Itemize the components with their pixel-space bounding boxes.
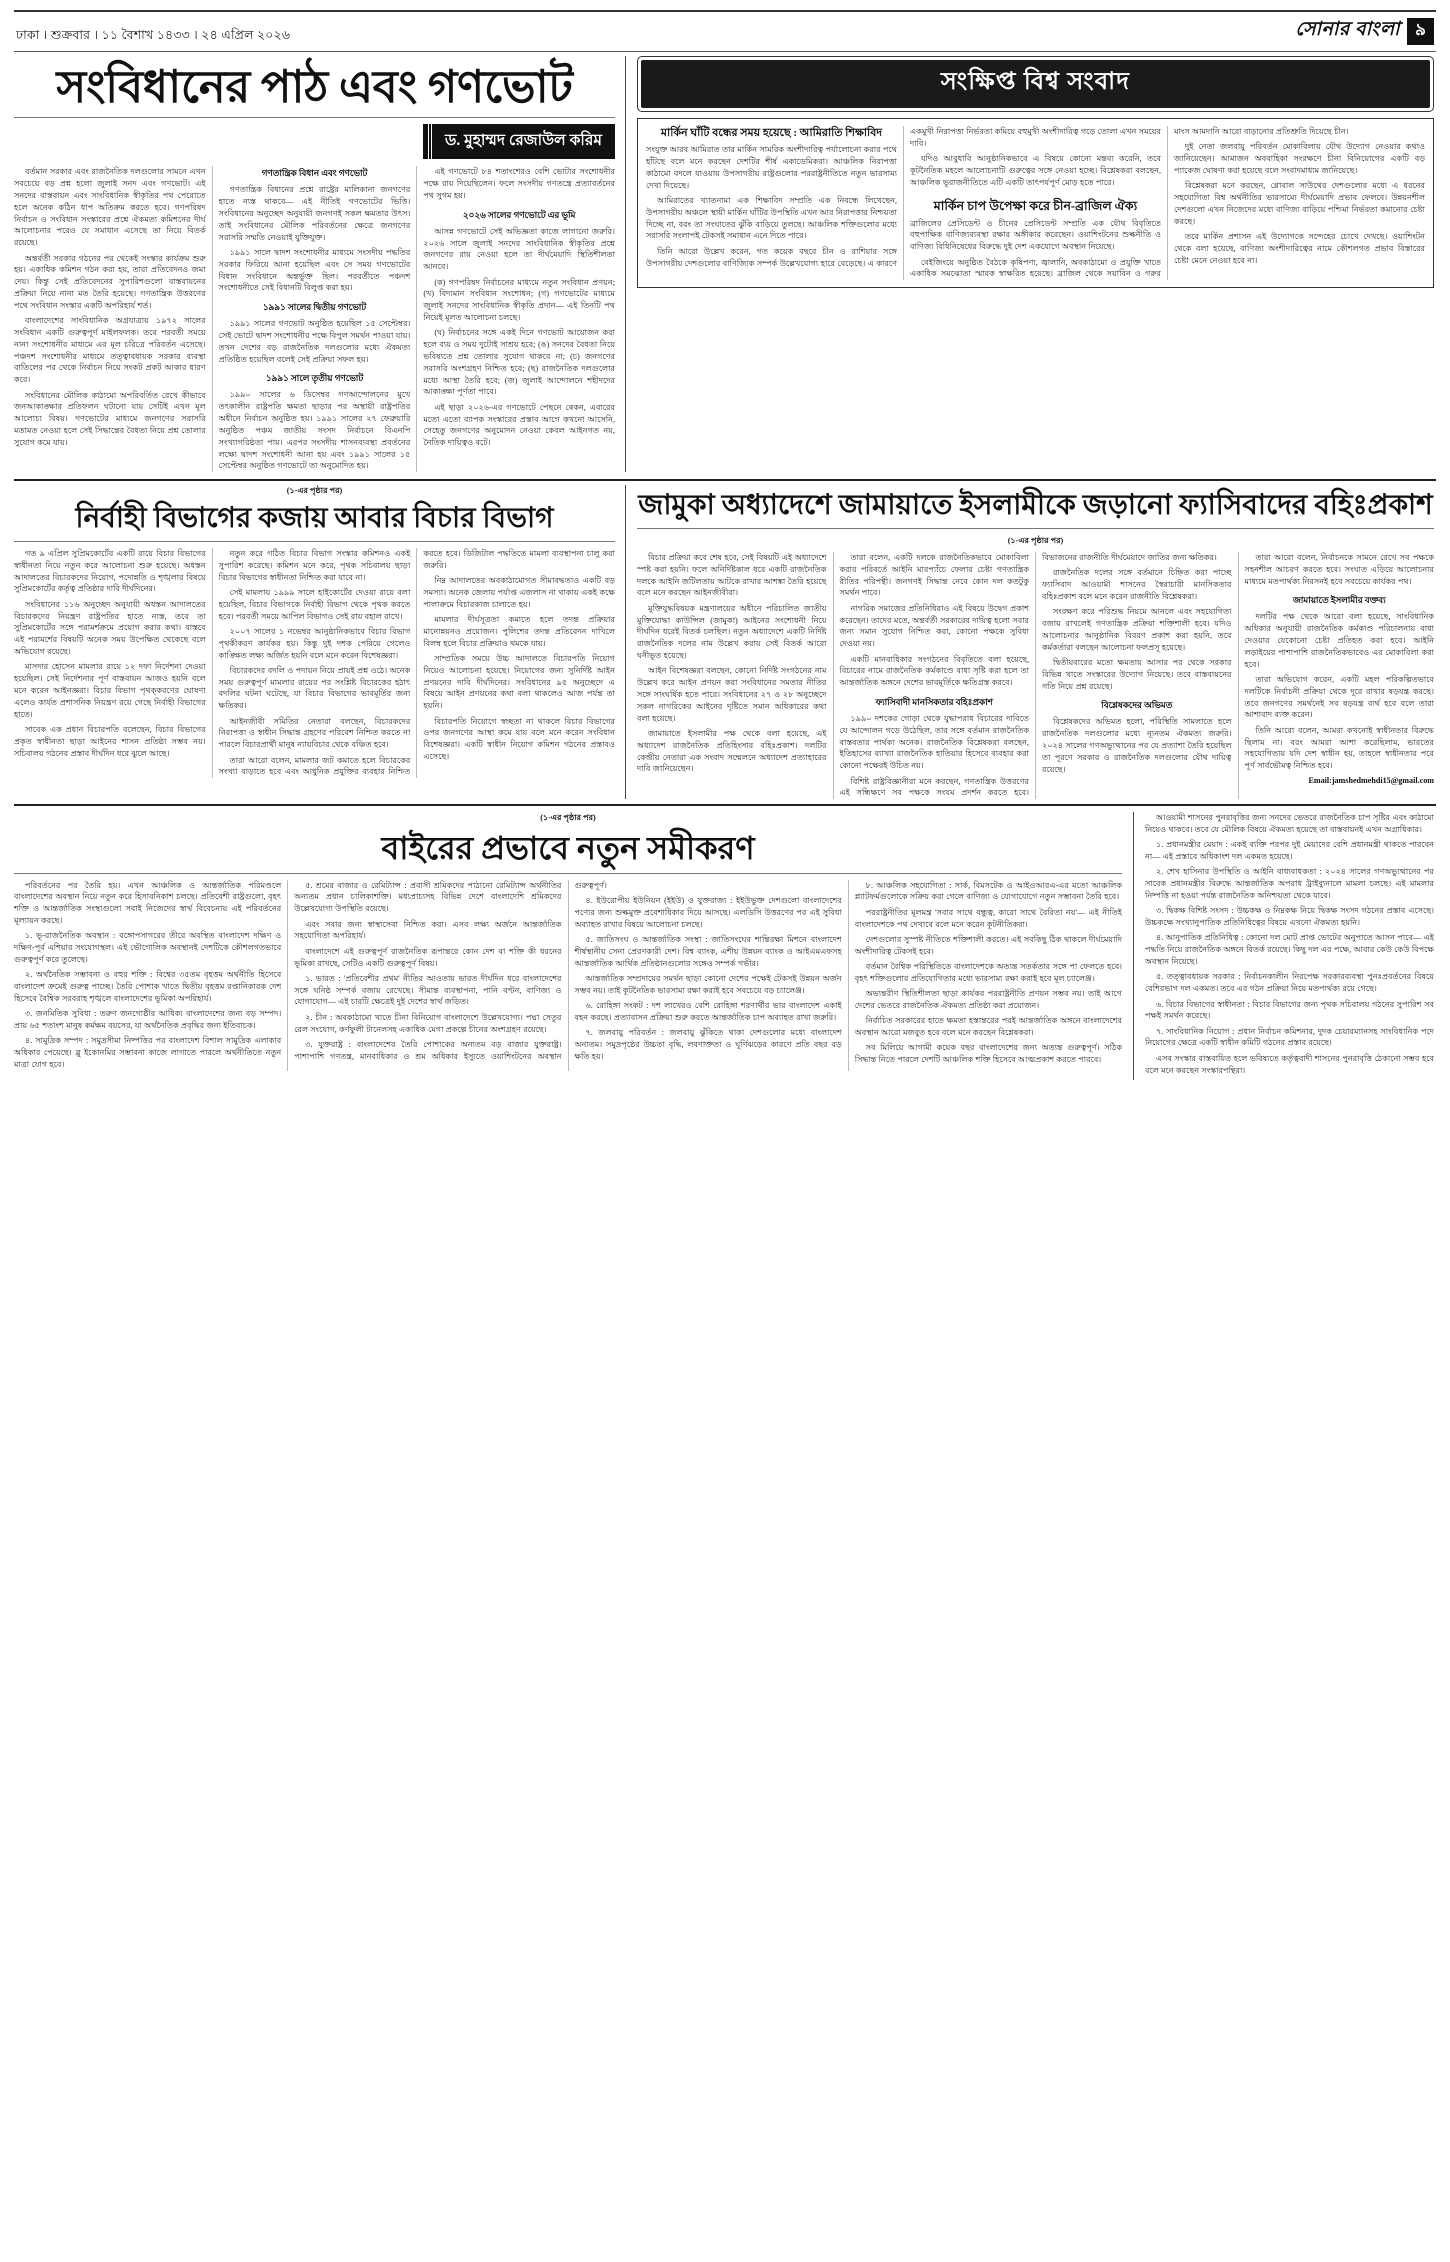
paragraph: তারা অভিযোগ করেন, একটি মহল পরিকল্পিতভাবে দলটিকে নির্বাচনী প্রক্রিয়া থেকে দূরে রাখার ষড়যন্ত্র করছে। তবে জনগণের সমর্থনেই সব ষড়যন্ত্র ব্যর্থ হবে বলে তারা আশাবাদ ব্যক্ত করেন। bbox=[1244, 675, 1434, 720]
paragraph: এই ছাড়া ২০২৬-এর গণভোটে পেছনে ৰেকন, এবারের মতো এতো ব্যাপক সংস্কারের প্রস্তাব আগে কখনো আসেনি, সেহেতু জনগণের অনুমোদন নেওয়া কেবল আইনগত নয়, নৈতিক দায়িত্বও বটে। bbox=[423, 402, 615, 448]
divider bbox=[14, 117, 615, 118]
paragraph: যদিও আবুধাবি আনুষ্ঠানিকভাবে এ বিষয়ে কোনো মন্তব্য করেনি, তবে কূটনৈতিক মহলে আলোচনাটি গুরুত্বের সঙ্গে নেওয়া হচ্ছে। বিশ্লেষকরা বলছেন, আঞ্চলিক ভূরাজনীতিতে এটি একটি তাৎপর্যপূর্ণ মোড় হতে পারে। bbox=[910, 154, 1161, 187]
divider bbox=[14, 479, 1436, 481]
paragraph: অভ্যন্তরীণ স্থিতিশীলতা ছাড়া কার্যকর পররাষ্ট্রনীতি প্রণয়ন সম্ভব নয়। তাই আগে দেশের ভেতরে রাজনৈতিক ঐকমত্য প্রতিষ্ঠা করা প্রয়োজন। bbox=[854, 989, 1122, 1010]
paragraph: বর্তমান সরকার এবং রাজনৈতিক দলগুলোর সামনে এখন সবচেয়ে বড় প্রশ্ন হলো জুলাই সনদ এবং গণভোট। এই সনদের বাস্তবায়ন এবং সাংবিধানিক স্বীকৃতির পথ পেরোতে হলে অনেক কঠিন ধাপ অতিক্রম করতে হবে। গণপরিষদ নির্বাচন ও সংবিধান সংস্কারের প্রশ্নে ঐকমত্য কমিশনের দীর্ঘ আলোচনার পরেও যে সমাধান এসেছে তা নিয়ে বিতর্ক রয়েছে। bbox=[14, 167, 206, 248]
paragraph: বিশিষ্ট রাষ্ট্রবিজ্ঞানীরা মনে করছেন, গণতান্ত্রিক উত্তরণের এই সন্ধিক্ষণে সব পক্ষকে সংযম প্রদর্শন করতে হবে। বিভাজনের রাজনীতি দীর্ঘমেয়াদে জাতির জন্য ক্ষতিকর। bbox=[839, 553, 1217, 798]
paragraph: ৭. সাংবিধানিক নিয়োগ : প্রধান নির্বাচন কমিশনার, দুদক চেয়ারম্যানসহ সাংবিধানিক পদে নিয়োগের ক্ষেত্রে একটি স্বাধীন কমিটি গঠনের প্রস্তাব রয়েছে। bbox=[1145, 1026, 1434, 1048]
section-subhead: গণতান্ত্রিক বিধান এবং গণভোট bbox=[261, 168, 368, 179]
paragraph: ১৯৯১ সালের গণভোট অনুষ্ঠিত হয়েছিল ১৫ সেপ্টেম্বর। সেই ভোটে দ্বাদশ সংশোধনীর পক্ষে বিপুল সমর্থন পাওয়া যায়। তখন দেশের বড় রাজনৈতিক দলগুলোর মধ্যে ঐকমত্য প্রতিষ্ঠিত হয়েছিল বলেই সেই প্রক্রিয়া সফল হয়। bbox=[218, 319, 411, 364]
world-news-section bbox=[626, 56, 1434, 472]
paragraph: ১. ভারত : 'প্রতিবেশীর প্রথম' নীতির আওতায় ভারত দীর্ঘদিন ধরে বাংলাদেশের সঙ্গে ঘনিষ্ঠ সম্পর্ক বজায় রেখেছে। সীমান্ত ব্যবস্থাপনা, পানি বণ্টন, বাণিজ্য ও যোগাযোগ— এই চারটি ক্ষেত্রেই দুই দেশের স্বার্থ জড়িত। bbox=[294, 973, 562, 1007]
paragraph: সংবিধানের মৌলিক কাঠামো অপরিবর্তিত রেখে কীভাবে জনআকাঙ্ক্ষার প্রতিফলন ঘটানো যায় সেটিই এখন মূল আলোচ্য বিষয়। গণভোটের মাধ্যমে জনগণের সরাসরি মতামত নেওয়া হলে সেই সিদ্ধান্তের বৈধতা নিয়ে প্রশ্ন তোলার সুযোগ কমে যায়। bbox=[14, 390, 206, 447]
paragraph: ২. শেখ হাসিনার উপস্থিতি ও আইনি বাধ্যবাধকতা : ২০২৪ সালের গণঅভ্যুত্থানের পর সাবেক প্রধানমন্ত্রীর বিরুদ্ধে আন্তর্জাতিক অপরাধ ট্রাইব্যুনালে মামলা চলছে। এই মামলার নিষ্পত্তি না হওয়া পর্যন্ত রাজনৈতিক অনিশ্চয়তা থেকে যাবে। bbox=[1145, 867, 1434, 901]
section-subhead: ফ্যাসিবাদী মানসিকতার বহিঃপ্রকাশ bbox=[875, 696, 993, 707]
article-bichar bbox=[14, 485, 626, 799]
paragraph: বিচারপতি নিয়োগে স্বচ্ছতা না থাকলে বিচার বিভাগের ওপর জনগণের আস্থা কমে যায় বলে মনে করেন সংবিধান বিশেষজ্ঞরা। একটি স্বাধীন নিয়োগ কমিশন গঠনের প্রস্তাবও এসেছে। bbox=[423, 716, 615, 762]
paragraph: বিশ্লেষকদের অভিমত হলো, পরিস্থিতি সামলাতে হলে রাজনৈতিক দলগুলোর মধ্যে ন্যূনতম ঐকমত্য জরুরি। ২০২৪ সালের গণঅভ্যুত্থানের পর যে প্রত্যাশা তৈরি হয়েছিল তা পূরণে সরকার ও রাজনৈতিক দলগুলোর যৌথ দায়িত্ব রয়েছে। bbox=[1042, 717, 1232, 774]
paragraph: সব মিলিয়ে আগামী কয়েক বছর বাংলাদেশের জন্য অত্যন্ত গুরুত্বপূর্ণ। সঠিক সিদ্ধান্ত নিতে পারলে দেশটি আঞ্চলিক শক্তি হিসেবে আত্মপ্রকাশ করতে পারবে। bbox=[854, 1043, 1122, 1065]
paragraph: ব্রাজিলের প্রেসিডেন্ট ও চীনের প্রেসিডেন্ট সম্প্রতি এক যৌথ বিবৃতিতে বহুপাক্ষিক বাণিজ্যব্যবস্থা রক্ষার অঙ্গীকার করেছেন। ওয়াশিংটনের শুল্কনীতি ও বাণিজ্য বিধিনিষেধের বিরুদ্ধে দুই দেশ একযোগে অবস্থান নিয়েছে। bbox=[910, 218, 1161, 252]
article-jamuka-columns bbox=[637, 552, 1434, 799]
paragraph: ৫. জাতিসংঘ ও আন্তর্জাতিক সংস্থা : জাতিসংঘের শান্তিরক্ষা মিশনে বাংলাদেশ শীর্ষস্থানীয় সেনা প্রেরণকারী দেশ। বিশ্ব ব্যাংক, এশীয় উন্নয়ন ব্যাংক ও আইএমএফসহ আন্তর্জাতিক আর্থিক প্রতিষ্ঠানগুলোর সঙ্গেও সম্পর্ক গভীর। bbox=[574, 934, 842, 968]
paragraph: ৮. আঞ্চলিক সহযোগিতা : সার্ক, বিমসটেক ও আইওআরএ-এর মতো আঞ্চলিক প্ল্যাটফর্মগুলোকে সক্রিয় করা গেলে বাণিজ্য ও যোগাযোগে নতুন সম্ভাবনা তৈরি হবে। bbox=[854, 880, 1122, 902]
masthead bbox=[14, 10, 1436, 52]
paragraph: তারা আরো বলেন, মামলার জট কমাতে হলে বিচারকের সংখ্যা বাড়াতে হবে এবং আধুনিক প্রযুক্তির ব্যবহার নিশ্চিত করতে হবে। ডিজিটাল পদ্ধতিতে মামলা ব্যবস্থাপনা চালু করা জরুরি। bbox=[218, 549, 615, 777]
bottom-band bbox=[14, 804, 1436, 1080]
paragraph: ২০০৭ সালের ১ নভেম্বর আনুষ্ঠানিকভাবে বিচার বিভাগ পৃথকীকরণ কার্যকর হয়। কিন্তু দুই দশক পেরিয়ে গেলেও কাঙ্ক্ষিত লক্ষ্য অর্জিত হয়নি বলে মনে করেন বিশেষজ্ঞরা। bbox=[218, 626, 411, 660]
paragraph: বেইজিংয়ে অনুষ্ঠিত বৈঠকে কৃষিপণ্য, জ্বালানি, অবকাঠামো ও প্রযুক্তি খাতে একাধিক সমঝোতা স্মারক স্বাক্ষরিত হয়েছে। ব্রাজিল থেকে সয়াবিন ও গরুর মাংস আমদানি আরো বাড়ানোর প্রতিশ্রুতি দিয়েছে চীন। bbox=[910, 127, 1349, 279]
paragraph: বাংলাদেশের সাংবিধানিক অগ্রযাত্রায় ১৯৭২ সালের সংবিধান একটি গুরুত্বপূর্ণ মাইলফলক। তবে পরবর্তী সময়ে নানা সংশোধনীর মাধ্যমে এর মূল চরিত্রে পরিবর্তন এসেছে। পঞ্চদশ সংশোধনীর মাধ্যমে তত্ত্বাবধায়ক সরকার ব্যবস্থা বাতিলের পর থেকে নির্বাচন নিয়ে সংকট প্রকট আকার ধারণ করে। bbox=[14, 316, 206, 385]
paragraph: ৫. তত্ত্বাবধায়ক সরকার : নির্বাচনকালীন নিরপেক্ষ সরকারব্যবস্থা পুনঃপ্রবর্তনের বিষয়ে বেশিরভাগ দল একমত। তবে এর গঠন প্রক্রিয়া নিয়ে মতপার্থক্য রয়ে গেছে। bbox=[1145, 972, 1434, 994]
lead-headline: সংবিধানের পাঠ এবং গণভোট bbox=[56, 62, 573, 112]
divider bbox=[637, 528, 1434, 529]
paragraph: ১. প্রধানমন্ত্রীর মেয়াদ : একই ব্যক্তি পরপর দুই মেয়াদের বেশি প্রধানমন্ত্রী থাকতে পারবেন না— এই প্রস্তাবে অধিকাংশ দল একমত হয়েছে। bbox=[1145, 840, 1434, 862]
paragraph: ১৯৯১ সালে দ্বাদশ সংশোধনীর মাধ্যমে সংসদীয় পদ্ধতির সরকার ফিরিয়ে আনা হয়েছিল এবং সে সময় গণভোটের বিধান সংবিধানে অন্তর্ভুক্ত ছিল। পরবর্তীতে পঞ্চদশ সংশোধনীতে সেই বিধানটি বিলুপ্ত করা হয়। bbox=[218, 247, 411, 293]
paragraph: গণতান্ত্রিক বিধানের প্রশ্নে রাষ্ট্রের মালিকানা জনগণের হাতে ন্যস্ত থাকবে— এই নীতিই গণভোটের ভিত্তি। সংবিধানের অনুচ্ছেদ অনুযায়ী জনগণই সকল ক্ষমতার উৎস। তাই সংবিধানের মৌলিক পরিবর্তনের ক্ষেত্রে জনগণের সরাসরি সম্মতি নেওয়াই যুক্তিযুক্ত। bbox=[218, 185, 411, 242]
paragraph: ৬. রোহিঙ্গা সংকট : দশ লাখেরও বেশি রোহিঙ্গা শরণার্থীর ভার বাংলাদেশ একাই বহন করছে। প্রত্যাবাসন প্রক্রিয়া শুরু করতে আন্তর্জাতিক চাপ অব্যাহত রাখা জরুরি। bbox=[574, 1000, 842, 1022]
section-subhead: জামায়াতে ইসলামীর বক্তব্য bbox=[1292, 595, 1386, 606]
dateline: ঢাকা । শুক্রবার । ১১ বৈশাখ ১৪৩৩ । ২৪ এপ্রিল ২০২৬ bbox=[16, 28, 291, 42]
section-subhead: ১৯৯১ সালে তৃতীয় গণভোট bbox=[265, 373, 364, 384]
paragraph: সংযুক্ত আরব আমিরাত তার মার্কিন সামরিক অংশীদারিত্ব পর্যালোচনা করার পথে হাঁটছে বলে মনে করছেন দেশটির শীর্ষ একাডেমিকরা। আঞ্চলিক নিরাপত্তা কাঠামো বদলে যাওয়ায় উপসাগরীয় রাষ্ট্রগুলোর পররাষ্ট্রনীতিতে নতুন ভারসাম্য দেখা দিয়েছে। bbox=[646, 145, 897, 190]
paragraph: ৪. আনুপাতিক প্রতিনিধিত্ব : কোনো দল মোট প্রাপ্ত ভোটের অনুপাতে আসন পাবে— এই পদ্ধতি নিয়ে রাজনৈতিক অঙ্গনে বিতর্ক রয়েছে। কিছু দল এর পক্ষে, আবার কেউ কেউ বিপক্ষে অবস্থান নিয়েছে। bbox=[1145, 933, 1434, 967]
paragraph: (ঘ) নির্বাচনের সঙ্গে একই দিনে গণভোট আয়োজন করা হলে ব্যয় ও সময় দুটোই সাশ্রয় হবে; (ঙ) সনদের বৈধতা নিয়ে ভবিষ্যতে প্রশ্ন তোলার সুযোগ থাকবে না; (চ) জনগণের সরাসরি অংশগ্রহণ নিশ্চিত হবে; (ছ) রাজনৈতিক দলগুলোর মধ্যে আস্থা তৈরি হবে; (জ) জুলাই আন্দোলনে শহীদদের আকাঙ্ক্ষা পূর্ণতা পাবে। bbox=[423, 328, 615, 397]
article-bichar-headline: নির্বাহী বিভাগের কজায় আবার বিচার বিভাগ bbox=[75, 503, 554, 535]
article-bichar-columns bbox=[14, 548, 615, 778]
paragraph: আইন বিশেষজ্ঞরা বলছেন, কোনো নির্দিষ্ট সংগঠনের নাম উল্লেখ করে আইন প্রণয়ন করা সংবিধানের সমতার নীতির সঙ্গে সাংঘর্ষিক হতে পারে। সংবিধানের ২৭ ও ২৮ অনুচ্ছেদে সকল নাগরিকের আইনের দৃষ্টিতে সমান অধিকারের কথা বলা হয়েছে। bbox=[637, 666, 827, 723]
paragraph: ১৯৯০ সালের ৬ ডিসেম্বর গণআন্দোলনের মুখে তৎকালীন রাষ্ট্রপতি ক্ষমতা ছাড়ার পর অস্থায়ী রাষ্ট্রপতির অধীনে নির্বাচন অনুষ্ঠিত হয়। ১৯৯১ সালের ২৭ ফেব্রুয়ারি অনুষ্ঠিত পঞ্চম জাতীয় সংসদ নির্বাচনে বিএনপি সংখ্যাগরিষ্ঠতা পায়। এরপর সংসদীয় শাসনব্যবস্থা প্রবর্তনের লক্ষ্যে দ্বাদশ সংশোধনী আনা হয় এবং ১৯৯১ সালের ১৫ সেপ্টেম্বর অনুষ্ঠিত গণভোটে তা অনুমোদিত হয়। bbox=[218, 390, 411, 471]
sidebar-right bbox=[1134, 812, 1434, 1080]
middle-band bbox=[14, 485, 1436, 799]
paragraph: ৪. ইউরোপীয় ইউনিয়ন (ইইউ) ও যুক্তরাজ্য : ইইউভুক্ত দেশগুলো বাংলাদেশের পণ্যের জন্য শুল্কমুক্ত প্রবেশাধিকার দিয়ে আসছে। এলডিসি উত্তরণের পর এই সুবিধা অব্যাহত রাখার বিষয়ে আলোচনা চলছে। bbox=[574, 895, 842, 929]
paragraph: বিচারকদের বদলি ও পদায়ন নিয়ে প্রায়ই প্রশ্ন ওঠে। অনেক সময় গুরুত্বপূর্ণ মামলার রায়ের পর সংশ্লিষ্ট বিচারকের হঠাৎ বদলির ঘটনা ঘটেছে, যা বিচার বিভাগের ভাবমূর্তির জন্য ক্ষতিকর। bbox=[218, 665, 411, 711]
paragraph: মুক্তিযুদ্ধবিষয়ক মন্ত্রণালয়ের অধীনে পরিচালিত জাতীয় মুক্তিযোদ্ধা কাউন্সিল (জামুকা) আইনের সংশোধনী নিয়ে দীর্ঘদিন ধরেই বিতর্ক চলছিল। নতুন অধ্যাদেশে একটি নির্দিষ্ট রাজনৈতিক দলের নাম উল্লেখ করায় সেই বিতর্ক আরো ঘনীভূত হয়েছে। bbox=[637, 603, 827, 661]
paragraph: সাবেক এক প্রধান বিচারপতি বলেছেন, বিচার বিভাগের প্রকৃত স্বাধীনতা ছাড়া আইনের শাসন প্রতিষ্ঠা সম্ভব নয়। সচিবালয় গঠনের প্রস্তাব দীর্ঘদিন ধরে ঝুলে আছে। bbox=[14, 724, 206, 758]
paragraph: সাম্প্রতিক সময়ে উচ্চ আদালতে বিচারপতি নিয়োগ নিয়েও আলোচনা হয়েছে। নিয়োগের জন্য সুনির্দিষ্ট আইন প্রণয়নের দাবি দীর্ঘদিনের। সংবিধানের ৯৫ অনুচ্ছেদে এ বিষয়ে আইন প্রণয়নের কথা বলা থাকলেও আজ পর্যন্ত তা হয়নি। bbox=[423, 654, 615, 711]
paragraph: ৩. যুক্তরাষ্ট্র : বাংলাদেশের তৈরি পোশাকের অন্যতম বড় বাজার যুক্তরাষ্ট্র। পাশাপাশি গণতন্ত্র, মানবাধিকার ও শ্রম অধিকার ইস্যুতে ওয়াশিংটনের অবস্থান গুরুত্বপূর্ণ। bbox=[294, 880, 607, 1061]
article-jamuka bbox=[626, 485, 1434, 799]
section-subhead: বিশ্লেষকদের অভিমত bbox=[1101, 700, 1173, 711]
paragraph: তিনি আরো উল্লেখ করেন, গত কয়েক বছরে চীন ও রাশিয়ার সঙ্গে উপসাগরীয় দেশগুলোর বাণিজ্যিক সম্পর্ক উল্লেখযোগ্য হারে বেড়েছে। এ কারণে একমুখী নিরাপত্তা নির্ভরতা কমিয়ে বহুমুখী অংশীদারিত্ব গড়ে তোলা এখন সময়ের দাবি। bbox=[646, 127, 1161, 268]
paragraph: সেই মামলায় ১৯৯৯ সালে হাইকোর্টের দেওয়া রায়ে বলা হয়েছিল, বিচার বিভাগকে নির্বাহী বিভাগ থেকে পৃথক করতে হবে। পরবর্তী সময়ে আপিল বিভাগও সেই রায় বহাল রাখে। bbox=[218, 587, 411, 621]
paragraph: বিচার প্রক্রিয়া কবে শেষ হবে, সেই বিষয়টি এই অধ্যাদেশে স্পষ্ট করা হয়নি। ফলে অনির্দিষ্টকাল ধরে একটি রাজনৈতিক দলকে আইনি জটিলতায় আটকে রাখার আশঙ্কা তৈরি হয়েছে বলে মনে করছেন আইনজীবীরা। bbox=[637, 553, 827, 598]
world-news-box bbox=[637, 118, 1434, 288]
paragraph: ২. অর্থনৈতিক সম্ভাবনা ও বহুর শক্তি : বিশ্বের ৩৫তম বৃহত্তম অর্থনীতি হিসেবে বাংলাদেশ ক্রমেই গুরুত্ব পাচ্ছে। তৈরি পোশাক খাতে দ্বিতীয় বৃহত্তম রপ্তানিকারক দেশ হিসেবে বৈশ্বিক সরবরাহ শৃঙ্খলে বাংলাদেশের ভূমিকা অপরিহার্য। bbox=[14, 970, 282, 1003]
paragraph: ১. ভূ-রাজনৈতিক অবস্থান : বঙ্গোপসাগরের তীরে অবস্থিত বাংলাদেশ দক্ষিণ ও দক্ষিণ-পূর্ব এশিয়ার সংযোগস্থল। এই ভৌগোলিক অবস্থানই দেশটিকে কৌশলগতভাবে গুরুত্বপূর্ণ করে তুলেছে। bbox=[14, 931, 282, 965]
paragraph: রাজনৈতিক দলের সঙ্গে বর্তমানে চিহ্নিত করা পাচ্ছে ফ্যাসিবাদ আওয়ামী শাসনের স্বৈরাচারী মানসিকতার বহিঃপ্রকাশ বলে মনে করেন রাজনীতি বিশ্লেষকরা। bbox=[1042, 568, 1232, 601]
lead-body-columns bbox=[14, 166, 615, 472]
paragraph: ১৯৯০ দশকের গোড়া থেকে যুদ্ধাপরাধ বিচারের দাবিতে যে আন্দোলন গড়ে উঠেছিল, তার সঙ্গে বর্তমান রাজনৈতিক বাস্তবতার পার্থক্য অনেক। রাজনৈতিক বিশ্লেষকরা বলছেন, ইতিহাসের ব্যাখ্যা রাজনৈতিক হাতিয়ার হিসেবে ব্যবহার করা কোনো পক্ষেরই উচিত নয়। bbox=[839, 713, 1029, 771]
section-subhead: ১৯৯১ সালের দ্বিতীয় গণভোট bbox=[262, 302, 367, 313]
paragraph: দুই নেতা জলবায়ু পরিবর্তন মোকাবিলায় যৌথ উদ্যোগ নেওয়ার কথাও জানিয়েছেন। আমাজন অববাহিকা সংরক্ষণে চীনা বিনিয়োগের একটি বড় প্যাকেজ ঘোষণা করা হয়েছে বলে সংবাদমাধ্যম জানিয়েছে। bbox=[1174, 142, 1425, 175]
jump-note: (১-এর পৃষ্ঠার পর) bbox=[286, 486, 343, 496]
paragraph: ৭. জলবায়ু পরিবর্তন : জলবায়ু ঝুঁকিতে থাকা দেশগুলোর মধ্যে বাংলাদেশ অন্যতম। সমুদ্রপৃষ্ঠের উচ্চতা বৃদ্ধি, লবণাক্ততা ও ঘূর্ণিঝড়ের কারণে প্রতি বছর বড় ক্ষতি হয়। bbox=[574, 1028, 842, 1061]
paragraph: এসব সংস্কার বাস্তবায়িত হলে ভবিষ্যতে কর্তৃত্ববাদী শাসনের পুনরাবৃত্তি ঠেকানো সম্ভব হবে বলে মনে করছেন সংস্কারপন্থিরা। bbox=[1145, 1053, 1434, 1075]
paragraph: বিশ্লেষকরা মনে করছেন, গ্লোবাল সাউথের দেশগুলোর মধ্যে এ ধরনের সহযোগিতা বিশ্ব অর্থনীতির ভারসাম্যে দীর্ঘমেয়াদি প্রভাব ফেলবে। উন্নয়নশীল দেশগুলো এখন নিজেদের মধ্যে বাণিজ্য বাড়িয়ে পশ্চিমা নির্ভরতা কমানোর চেষ্টা করছে। bbox=[1174, 181, 1425, 226]
paragraph: অন্তর্বর্তী সরকার গঠনের পর থেকেই সংস্কার কার্যক্রম শুরু হয়। একাধিক কমিশন গঠন করা হয়, তারা প্রতিবেদনও জমা দেয়। কিন্তু সেই প্রতিবেদনের সুপারিশগুলো বাস্তবায়নের প্রক্রিয়া নিয়ে নানা মত তৈরি হয়েছে। গণতান্ত্রিক উত্তরণের পথে সংবিধান সংস্কার একটি অপরিহার্য শর্ত। bbox=[14, 253, 206, 310]
paper-name: সোনার বাংলা bbox=[1295, 19, 1400, 40]
paragraph: আইনজীবী সমিতির নেতারা বলছেন, বিচারকদের নিরাপত্তা ও স্বাধীন সিদ্ধান্ত গ্রহণের পরিবেশ নিশ্চিত করতে না পারলে বিচারপ্রার্থী মানুষ ন্যায়বিচার থেকে বঞ্চিত হবে। bbox=[218, 716, 411, 750]
paragraph: সংরক্ষণ করে পরিশুদ্ধ নিয়মে আনলে এবং সহযোগিতা বজায় রাখলেই গণতান্ত্রিক প্রক্রিয়া শক্তিশালী হবে। যদিও আলোচনার আনুষ্ঠানিক বিবরণ প্রকাশ করা হয়নি, তবে কর্মকর্তারা বলছেন আলোচনা ফলপ্রসূ হয়েছে। bbox=[1042, 607, 1232, 652]
paragraph: ৩. দ্বিকক্ষ বিশিষ্ট সংসদ : উচ্চকক্ষ ও নিম্নকক্ষ নিয়ে দ্বিকক্ষ সংসদ গঠনের প্রস্তাব এসেছে। উচ্চকক্ষে সংখ্যানুপাতিক প্রতিনিধিত্বের বিষয়ে এখনো ঐকমত্য হয়নি। bbox=[1145, 906, 1434, 928]
paragraph: মামলার দীর্ঘসূত্রতা কমাতে হলে তদন্ত প্রক্রিয়ার মানোন্নয়নও প্রয়োজন। পুলিশের তদন্ত প্রতিবেদন দাখিলে বিলম্ব হলে বিচার প্রক্রিয়াও থমকে যায়। bbox=[423, 615, 615, 648]
paragraph: নাগরিক সমাজের প্রতিনিধিরাও এই বিষয়ে উদ্বেগ প্রকাশ করেছেন। তাদের মতে, অন্তর্বর্তী সরকারের দায়িত্ব হলো সবার জন্য সমান সুযোগ নিশ্চিত করা, কোনো পক্ষকে সুবিধা দেওয়া নয়। bbox=[839, 603, 1029, 649]
paragraph: তারা বলেন, একটি দলকে রাজনৈতিকভাবে মোকাবিলা করার পরিবর্তে আইনি মারপ্যাঁচে ফেলার চেষ্টা গণতান্ত্রিক রীতির পরিপন্থী। জনগণই সিদ্ধান্ত নেবে কোন দল কতটুকু সমর্থন পাবে। bbox=[839, 553, 1029, 598]
paragraph: দলটির পক্ষ থেকে আরো বলা হয়েছে, সাংবিধানিক অধিকার অনুযায়ী রাজনৈতিক কর্মকাণ্ড পরিচালনায় বাধা দেওয়ার যেকোনো চেষ্টা প্রতিহত করা হবে। আইনি লড়াইয়ের পাশাপাশি রাজনৈতিকভাবেও এর মোকাবিলা করা হবে। bbox=[1244, 612, 1434, 669]
paragraph: আমিরাতের খ্যাতনামা এক শিক্ষাবিদ সম্প্রতি এক নিবন্ধে লিখেছেন, উপসাগরীয় অঞ্চলে স্থায়ী মার্কিন ঘাঁটির উপস্থিতি এখন আর নিরাপত্তার নিশ্চয়তা দিচ্ছে না, বরং তা সংঘাতের ঝুঁকি বাড়িয়ে তুলছে। আঞ্চলিক শক্তিগুলোর মধ্যে সরাসরি সংলাপই টেকসই সমাধান এনে দিতে পারে। bbox=[646, 196, 897, 241]
lead-article bbox=[14, 56, 626, 472]
paragraph: নির্বাচিত সরকারের হাতে ক্ষমতা হস্তান্তরের পরই আন্তর্জাতিক অঙ্গনে বাংলাদেশের অবস্থান আরো মজবুত হবে বলে মনে করছেন বিশ্লেষকরা। bbox=[854, 1016, 1122, 1038]
paragraph: ২. চীন : অবকাঠামো খাতে চীনা বিনিয়োগ বাংলাদেশে উল্লেখযোগ্য। পদ্মা সেতুর রেল সংযোগ, কর্ণফুলী টানেলসহ একাধিক মেগা প্রকল্পে চীনের অংশগ্রহণ রয়েছে। bbox=[294, 1012, 562, 1034]
paragraph: ৪. সামুদ্রিক সম্পদ : সমুদ্রসীমা নিষ্পত্তির পর বাংলাদেশ বিশাল সামুদ্রিক এলাকার অধিকার পেয়েছে। ব্লু ইকোনমির সম্ভাবনা কাজে লাগাতে পারলে অর্থনীতিতে নতুন মাত্রা যোগ হবে। bbox=[14, 1036, 282, 1070]
top-band bbox=[14, 56, 1436, 472]
paragraph: আওয়ামী শাসনের পুনরাবৃত্তির জন্য সনদের ভেতরে রাজনৈতিক চাপ সৃষ্টির এবং কাঠামো নিয়েও থাকবে। তবে যে মৌলিক বিষয়ে ঐকমত্য হয়েছে তা বাস্তবায়নই এখন অগ্রাধিকার। bbox=[1145, 813, 1434, 834]
divider bbox=[14, 541, 615, 542]
paragraph: তিনি আরো বলেন, আমরা কখনোই স্বাধীনতার বিরুদ্ধে ছিলাম না। বরং আমরা আশা করেছিলাম, ভারতের সহযোগিতায় যদি দেশ স্বাধীন হয়, তাহলে স্বাধীনতার পরে পূর্ণ সার্বভৌমত্ব নিশ্চিত হবে। bbox=[1244, 725, 1434, 771]
paragraph: ৩. জনমিতিক সুবিধা : তরুণ জনগোষ্ঠীর আধিক্য বাংলাদেশের জন্য বড় সম্পদ। প্রায় ৬৫ শতাংশ মানুষ কর্মক্ষম বয়সের, যা অর্থনৈতিক প্রবৃদ্ধির জন্য ইতিবাচক। bbox=[14, 1009, 282, 1031]
paragraph: বাংলাদেশে এই গুরুত্বপূর্ণ রাজনৈতিক রূপান্তরে কোন দেশ বা শক্তি কী ধরনের ভূমিকা রাখছে, সেটিও একটি গুরুত্বপূর্ণ বিষয়। bbox=[294, 946, 562, 968]
paragraph: পরিবর্তনের পর তৈরি হয়। এখন আঞ্চলিক ও আন্তর্জাতিক পরিমণ্ডলে বাংলাদেশের অবস্থান নিয়ে নতুন করে হিসাবনিকাশ চলছে। প্রতিবেশী রাষ্ট্রগুলো, বৃহৎ শক্তি ও আন্তর্জাতিক সংস্থাগুলো সবাই নিজেদের স্বার্থ বিবেচনায় এই পরিবর্তনের মূল্যায়ন করছে। bbox=[14, 880, 282, 926]
world-news-banner bbox=[637, 56, 1434, 112]
paragraph: তবে মার্কিন প্রশাসন এই উদ্যোগকে সন্দেহের চোখে দেখছে। ওয়াশিংটন থেকে বলা হয়েছে, বাণিজ্য অংশীদারিত্বের নামে কৌশলগত প্রভাব বিস্তারের চেষ্টা মেনে নেওয়া হবে না। bbox=[1174, 232, 1425, 265]
paragraph: গত ৯ এপ্রিল সুপ্রিমকোর্টের একটি রায়ে বিচার বিভাগের স্বাধীনতা নিয়ে নতুন করে আলোচনা শুরু হয়েছে। অধস্তন আদালতের বিচারকদের নিয়োগ, পদোন্নতি ও শৃঙ্খলার বিষয়ে সুপ্রিমকোর্টের কর্তৃত্ব প্রতিষ্ঠার দাবি দীর্ঘদিনের। bbox=[14, 549, 206, 594]
world-news-item-title: মার্কিন ঘাঁটি বন্ধের সময় হয়েছে : আমিরাতি শিক্ষাবিদ bbox=[660, 127, 883, 139]
paragraph: একটি মানবাধিকার সংগঠনের বিবৃতিতে বলা হয়েছে, বিচারের নামে রাজনৈতিক কর্মকাণ্ডে বাধা সৃষ্টি করা হলে তা আন্তর্জাতিক অঙ্গনে দেশের ভাবমূর্তিকে ক্ষতিগ্রস্ত করবে। bbox=[839, 654, 1029, 688]
paragraph: দ্বিতীয়বারের মতো ক্ষমতায় আসার পর থেকে সরকার বিভিন্ন খাতে সংস্কারের উদ্যোগ নিয়েছে। তবে বাস্তবায়নের গতি নিয়ে প্রশ্ন রয়েছে। bbox=[1042, 658, 1232, 691]
world-news-columns bbox=[646, 126, 1425, 280]
paragraph: দেশগুলোর সুস্পষ্ট নীতিতে শক্তিশালী করতে। এই সবকিছু ঠিক থাকলে দীর্ঘমেয়াদি অংশীদারিত্ব টেকসই হবে। bbox=[854, 934, 1122, 956]
world-news-item-title: মার্কিন চাপ উপেক্ষা করে চীন-ব্রাজিল ঐক্য bbox=[933, 198, 1138, 213]
article-jamuka-headline: জামুকা অধ্যাদেশে জামায়াতে ইসলামীকে জড়ানো ফ্যাসিবাদের বহিঃপ্রকাশ bbox=[638, 490, 1433, 522]
paragraph: সংবিধানের ১১৬ অনুচ্ছেদ অনুযায়ী অধস্তন আদালতের বিচারকদের নিয়ন্ত্রণ রাষ্ট্রপতির হাতে ন্যস্ত, তবে তা সুপ্রিমকোর্টের সঙ্গে পরামর্শক্রমে প্রয়োগ করার কথা। বাস্তবে এই পরামর্শের বিষয়টি অনেক সময় উপেক্ষিত থেকেছে বলে অভিযোগ রয়েছে। bbox=[14, 599, 206, 657]
divider bbox=[14, 873, 1122, 874]
paragraph: এই গণভোটে ৮৪ শতাংশেরও বেশি ভোটার সংশোধনীর পক্ষে রায় দিয়েছিলেন। ফলে সংসদীয় গণতন্ত্রে প্রত্যাবর্তনের পথ সুগম হয়। bbox=[423, 167, 615, 201]
section-subhead: ২০২৬ সালের গণভোটে এর ভূমি bbox=[462, 209, 576, 220]
paragraph: তারা আরো বলেন, নির্বাচনকে সামনে রেখে সব পক্ষকে সহনশীল আচরণ করতে হবে। সংঘাত এড়িয়ে আলোচনার মাধ্যমে মতপার্থক্য নিরসনই হবে সবচেয়ে কার্যকর পথ। bbox=[1244, 553, 1434, 586]
jump-note: (১-এর পৃষ্ঠার পর) bbox=[1007, 536, 1064, 546]
paragraph: নতুন করে গঠিত বিচার বিভাগ সংস্কার কমিশনও একই সুপারিশ করেছে। কমিশন মনে করে, পৃথক সচিবালয় ছাড়া বিচার বিভাগের স্বাধীনতা নিশ্চিত করা যাবে না। bbox=[218, 549, 411, 582]
paragraph: আসন্ন গণভোটে সেই অভিজ্ঞতা কাজে লাগানো জরুরি। ২০২৬ সালে জুলাই সনদের সাংবিধানিক স্বীকৃতির প্রশ্নে জনগণের রায় নেওয়া হলে তা দীর্ঘমেয়াদি স্থিতিশীলতা আনবে। bbox=[423, 226, 615, 272]
paragraph: পররাষ্ট্রনীতির মূলমন্ত্র 'সবার সাথে বন্ধুত্ব, কারো সাথে বৈরিতা নয়'— এই নীতিই বাংলাদেশকে পথ দেখাবে বলে মনে করেন কূটনীতিকরা। bbox=[854, 907, 1122, 929]
paragraph: (ক) গণপরিষদ নির্বাচনের মাধ্যমে নতুন সংবিধান প্রণয়ন; (খ) বিদ্যমান সংবিধান সংশোধন; (গ) গণভোটের মাধ্যমে জুলাই সনদের সাংবিধানিক স্বীকৃতি প্রদান— এই তিনটি পথ নিয়েই মূলত আলোচনা চলছে। bbox=[423, 277, 615, 323]
author-email: Email:jamshedmehdi15@gmail.com bbox=[1308, 776, 1434, 786]
paragraph: জামায়াতে ইসলামীর পক্ষ থেকে বলা হয়েছে, এই অধ্যাদেশ রাজনৈতিক প্রতিহিংসার বহিঃপ্রকাশ। দলটির কেন্দ্রীয় নেতারা এক সংবাদ সম্মেলনে অধ্যাদেশ প্রত্যাহারের দাবি জানিয়েছেন। bbox=[637, 728, 827, 774]
article-bahirer-columns bbox=[14, 880, 1122, 1071]
paragraph: ৬. বিচার বিভাগের স্বাধীনতা : বিচার বিভাগের জন্য পৃথক সচিবালয় গঠনের সুপারিশ সব পক্ষই সমর্থন করেছে। bbox=[1145, 999, 1434, 1021]
masthead-right bbox=[1295, 15, 1434, 47]
article-bahirer bbox=[14, 812, 1134, 1080]
article-bahirer-headline: বাইরের প্রভাবে নতুন সমীকরণ bbox=[381, 830, 755, 867]
paragraph: নিম্ন আদালতের অবকাঠামোগত সীমাবদ্ধতাও একটি বড় সমস্যা। অনেক জেলায় পর্যাপ্ত এজলাস না থাকায় একই কক্ষে পালাক্রমে বিচারকাজ চালাতে হয়। bbox=[423, 576, 615, 609]
world-news-banner-title: সংক্ষিপ্ত বিশ্ব সংবাদ bbox=[641, 60, 1430, 108]
jump-note: (১-এর পৃষ্ঠার পর) bbox=[540, 813, 596, 823]
paragraph: আন্তর্জাতিক সম্প্রদায়ের সমর্থন ছাড়া কোনো দেশের পক্ষেই টেকসই উন্নয়ন অর্জন সম্ভব নয়। তাই কূটনৈতিক ভারসাম্য রক্ষা করাই হবে সবচেয়ে বড় চ্যালেঞ্জ। bbox=[574, 973, 842, 995]
paragraph: মাসদার হোসেন মামলার রায়ে ১২ দফা নির্দেশনা দেওয়া হয়েছিল। সেই নির্দেশনার পূর্ণ বাস্তবায়ন আজও হয়নি বলে মনে করেন আইনজ্ঞরা। বিচার বিভাগ পৃথক্‌করণের ঘোষণা এলেও কার্যত প্রশাসনিক নিয়ন্ত্রণ রয়ে গেছে নির্বাহী বিভাগের হাতে। bbox=[14, 662, 206, 719]
byline-wrap bbox=[14, 124, 615, 159]
lead-byline: ড. মুহাম্মদ রেজাউল করিম bbox=[428, 124, 615, 159]
paragraph: ৫. শ্রমের বাজার ও রেমিট্যান্স : প্রবাসী শ্রমিকদের পাঠানো রেমিট্যান্স অর্থনীতির অন্যতম প্রধান চালিকাশক্তি। মধ্যপ্রাচ্যসহ বিভিন্ন দেশে বাংলাদেশি শ্রমিকদের উল্লেখযোগ্য উপস্থিতি রয়েছে। bbox=[294, 880, 562, 914]
page-number: ৯ bbox=[1407, 18, 1434, 45]
paragraph: এবং সবার জন্য স্বাস্থ্যসেবা নিশ্চিত করা। এসব লক্ষ্য অর্জনে আন্তর্জাতিক সহযোগিতা অপরিহার্য। bbox=[294, 919, 562, 941]
paragraph: বর্তমান বৈশ্বিক পরিস্থিতিতে বাংলাদেশকে অত্যন্ত সতর্কতার সঙ্গে পা ফেলতে হবে। বৃহৎ শক্তিগুলোর প্রতিযোগিতার মধ্যে ভারসাম্য রক্ষা করাই হবে মূল চ্যালেঞ্জ। bbox=[854, 962, 1122, 983]
